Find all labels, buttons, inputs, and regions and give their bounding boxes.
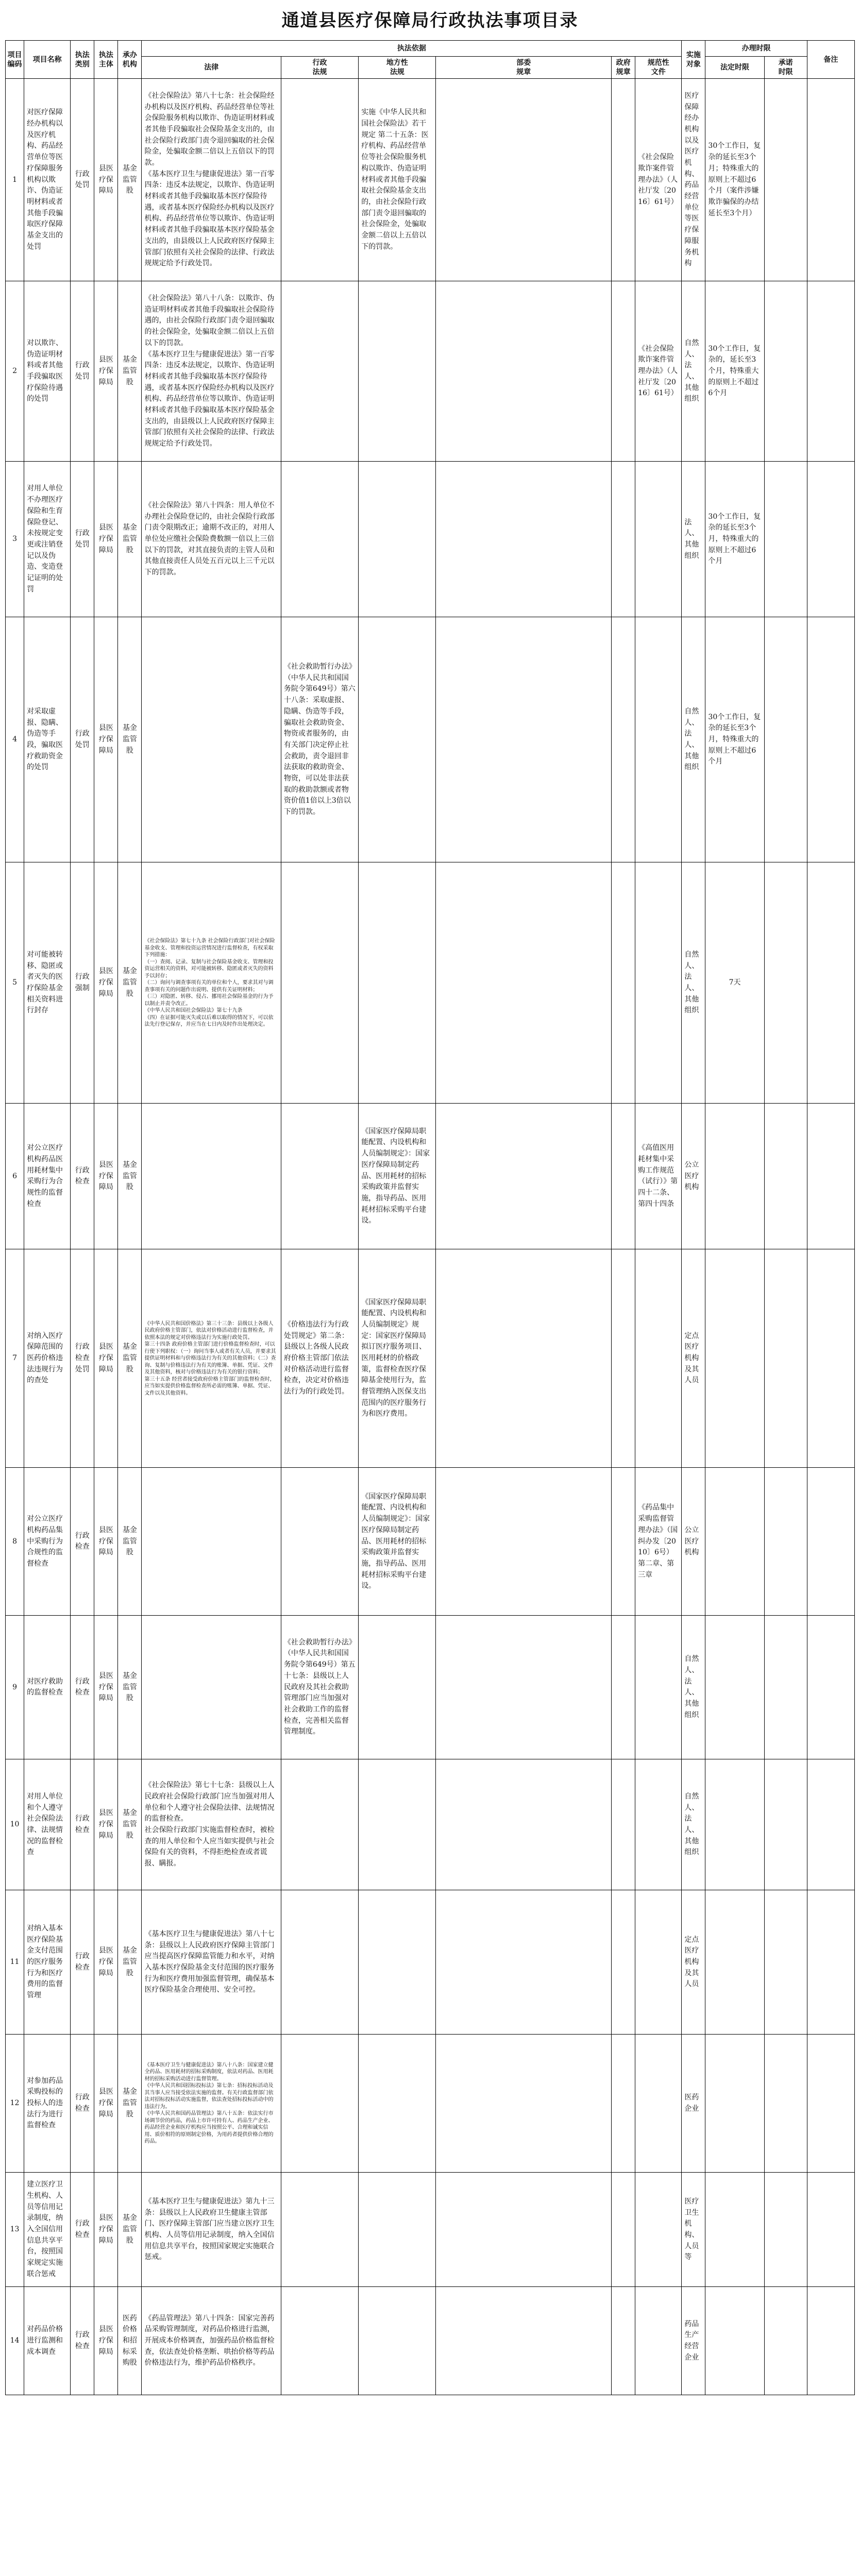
cell-local-reg xyxy=(359,862,436,1104)
cell-name: 对采取虚报、隐瞒、伪造等手段，骗取医疗救助资金的处罚 xyxy=(24,617,71,862)
table-row xyxy=(6,281,855,462)
cell-unit: 基金 监管 股 xyxy=(118,1104,142,1249)
header-basis-group: 执法依据 xyxy=(142,41,682,57)
cell-target: 自然人、法人、其他组织 xyxy=(682,1616,705,1759)
cell-target: 自然人、法人、其他组织 xyxy=(682,1759,705,1890)
cell-type: 行政 检查 xyxy=(71,2035,94,2173)
cell-target: 法人、其他组织 xyxy=(682,462,705,617)
header-local-reg: 地方性 法规 xyxy=(359,57,436,79)
cell-promise-time xyxy=(764,2287,807,2395)
cell-gov-rule xyxy=(612,1890,635,2035)
cell-subject: 县医 疗保 障局 xyxy=(94,1468,118,1616)
header-admin-reg: 行政 法规 xyxy=(281,57,358,79)
cell-gov-rule xyxy=(612,2173,635,2287)
cell-remark xyxy=(807,862,854,1104)
cell-no: 2 xyxy=(6,281,24,462)
table-row xyxy=(6,1468,855,1616)
cell-subject: 县医 疗保 障局 xyxy=(94,1616,118,1759)
header-legal-time: 法定时限 xyxy=(705,57,764,79)
cell-name: 对公立医疗机构药品集中采购行为合规性的监督检查 xyxy=(24,1468,71,1616)
enforcement-items-table xyxy=(5,40,855,2395)
cell-type: 行政 检查 处罚 xyxy=(71,1249,94,1468)
cell-admin-reg: 《价格违法行为行政处罚规定》第二条：县级以上各级人民政府价格主管部门依法对价格活动进行监督检查，决定对价格违法行为的行政处罚。 xyxy=(281,1249,358,1468)
cell-admin-reg xyxy=(281,2287,358,2395)
cell-norm-doc xyxy=(635,1759,682,1890)
cell-legal-time xyxy=(705,2287,764,2395)
cell-name: 对可能被转移、隐匿或者灭失的医疗保险基金相关资料进行封存 xyxy=(24,862,71,1104)
cell-local-reg xyxy=(359,1616,436,1759)
cell-name: 对医疗救助的监督检查 xyxy=(24,1616,71,1759)
cell-legal-time xyxy=(705,1249,764,1468)
cell-name: 建立医疗卫生机构、人员等信用记录制度，纳入全国信用信息共享平台，按照国家规定实施联合惩戒 xyxy=(24,2173,71,2287)
header-time-group: 办理时限 xyxy=(705,41,807,57)
table-row xyxy=(6,1759,855,1890)
cell-remark xyxy=(807,462,854,617)
cell-subject: 县医 疗保 障局 xyxy=(94,862,118,1104)
table-row xyxy=(6,1616,855,1759)
cell-norm-doc xyxy=(635,617,682,862)
cell-unit: 基金 监管 股 xyxy=(118,1616,142,1759)
cell-dept-rule xyxy=(436,1468,612,1616)
cell-law: 《社会保险法》第八十四条：用人单位不办理社会保险登记的，由社会保险行政部门责令限期改正；逾期不改正的，对用人单位处应缴社会保险费数额一倍以上三倍以下的罚款，对其直接负责的主管人员和其他直接责任人员处五百元以上三千元以下的罚款。 xyxy=(142,462,281,617)
cell-admin-reg xyxy=(281,2035,358,2173)
cell-law xyxy=(142,1616,281,1759)
cell-local-reg xyxy=(359,281,436,462)
cell-name: 对纳入基本医疗保险基金支付范围的医疗服务行为和医疗费用的监督管理 xyxy=(24,1890,71,2035)
cell-no: 9 xyxy=(6,1616,24,1759)
cell-promise-time xyxy=(764,1890,807,2035)
cell-type: 行政 检查 xyxy=(71,1104,94,1249)
cell-admin-reg xyxy=(281,1104,358,1249)
cell-law xyxy=(142,617,281,862)
cell-name: 对用人单位和个人遵守社会保险法律、法规情况的监督检查 xyxy=(24,1759,71,1890)
cell-type: 行政 检查 xyxy=(71,2173,94,2287)
cell-gov-rule xyxy=(612,2287,635,2395)
cell-unit: 基金 监管 股 xyxy=(118,2173,142,2287)
cell-target: 医疗保障经办机构以及医疗机构、药品经营单位等医疗保障服务机构 xyxy=(682,79,705,281)
cell-target: 自然人、法人、其他组织 xyxy=(682,617,705,862)
header-subject: 执法 主体 xyxy=(94,41,118,79)
cell-legal-time: 7天 xyxy=(705,862,764,1104)
cell-subject: 县医 疗保 障局 xyxy=(94,617,118,862)
cell-unit: 基金 监管 股 xyxy=(118,1759,142,1890)
cell-dept-rule xyxy=(436,2287,612,2395)
cell-remark xyxy=(807,1890,854,2035)
cell-law: 《社会保险法》第八十八条：以欺诈、伪造证明材料或者其他手段骗取社会保险待遇的，由社会保险行政部门责令退回骗取的社会保险金，处骗取金额二倍以上五倍以下的罚款。 《基本医疗卫生与健康促进法》第一百零四条：违反本法规定，以欺诈、伪造证明材料或者其他手段骗取基本医疗保险待遇，或者基本医疗保险经办机构以及医疗机构、药品经营单位等以欺诈、伪造证明材料或者其他手段骗取基本医疗保险基金支出的，由县级以上人民政府医疗保障主管部门依照有关社会保险的法律、行政法规规定给予行政处罚。 xyxy=(142,281,281,462)
cell-subject: 县医 疗保 障局 xyxy=(94,462,118,617)
cell-local-reg xyxy=(359,1890,436,2035)
cell-admin-reg xyxy=(281,1890,358,2035)
cell-remark xyxy=(807,281,854,462)
cell-admin-reg: 《社会救助暂行办法》（中华人民共和国国务院令第649号）第五十七条：县级以上人民政府及其社会救助管理部门应当加强对社会救助工作的监督检查，完善相关监督管理制度。 xyxy=(281,1616,358,1759)
cell-dept-rule xyxy=(436,2173,612,2287)
cell-promise-time xyxy=(764,79,807,281)
cell-target: 定点医疗机构及其人员 xyxy=(682,1890,705,2035)
cell-law: 《基本医疗卫生与健康促进法》第九十三条：县级以上人民政府卫生健康主管部门、医疗保障主管部门应当建立医疗卫生机构、人员等信用记录制度，纳入全国信用信息共享平台，按照国家规定实施联合惩戒。 xyxy=(142,2173,281,2287)
cell-type: 行政 检查 xyxy=(71,1616,94,1759)
cell-norm-doc xyxy=(635,462,682,617)
cell-local-reg xyxy=(359,462,436,617)
cell-legal-time xyxy=(705,2173,764,2287)
cell-target: 自然人、法人、其他组织 xyxy=(682,862,705,1104)
cell-remark xyxy=(807,79,854,281)
cell-subject: 县医 疗保 障局 xyxy=(94,1759,118,1890)
table-row xyxy=(6,462,855,617)
cell-admin-reg xyxy=(281,1759,358,1890)
cell-subject: 县医 疗保 障局 xyxy=(94,1890,118,2035)
cell-dept-rule xyxy=(436,281,612,462)
cell-law: 《社会保险法》第八十七条：社会保险经办机构以及医疗机构、药品经营单位等社会保险服务机构以欺诈、伪造证明材料或者其他手段骗取社会保险基金支出的，由社会保险行政部门责令退回骗取的社会保险金，处骗取金额二倍以上五倍以下的罚款。 《基本医疗卫生与健康促进法》第一百零四条：违反本法规定，以欺诈、伪造证明材料或者其他手段骗取基本医疗保险待遇，或者基本医疗保险经办机构以及医疗机构、药品经营单位等以欺诈、伪造证明材料或者其他手段骗取基本医疗保险基金支出的，由县级以上人民政府医疗保障主管部门依照有关社会保险的法律、行政法规规定给予行政处罚。 xyxy=(142,79,281,281)
cell-norm-doc: 《社会保险欺诈案件管理办法》（人社厅发〔2016〕61号） xyxy=(635,79,682,281)
cell-promise-time xyxy=(764,1249,807,1468)
cell-local-reg xyxy=(359,1759,436,1890)
cell-local-reg xyxy=(359,2173,436,2287)
cell-type: 行政 处罚 xyxy=(71,462,94,617)
cell-promise-time xyxy=(764,462,807,617)
header-no: 项目 编码 xyxy=(6,41,24,79)
cell-dept-rule xyxy=(436,1104,612,1249)
cell-promise-time xyxy=(764,2035,807,2173)
cell-local-reg: 《国家医疗保障局职能配置、内设机构和人员编制规定》：国家医疗保障局制定药品、医用耗材的招标采购政策并监督实施，指导药品、医用耗材招标采购平台建设。 xyxy=(359,1468,436,1616)
cell-local-reg: 实施《中华人民共和国社会保险法》若干规定 第二十五条：医疗机构、药品经营单位等社会保险服务机构以欺诈、伪造证明材料或者其他手段骗取社会保险基金支出的，由社会保险行政部门责令退回骗取的社会保险金，处骗取金额二倍以上五倍以下的罚款。 xyxy=(359,79,436,281)
cell-no: 12 xyxy=(6,2035,24,2173)
cell-admin-reg xyxy=(281,281,358,462)
cell-no: 4 xyxy=(6,617,24,862)
header-name: 项目名称 xyxy=(24,41,71,79)
header-promise-time: 承诺 时限 xyxy=(764,57,807,79)
table-row xyxy=(6,1249,855,1468)
cell-gov-rule xyxy=(612,2035,635,2173)
cell-unit: 基金 监管 股 xyxy=(118,79,142,281)
cell-subject: 县医 疗保 障局 xyxy=(94,1104,118,1249)
table-row xyxy=(6,79,855,281)
cell-admin-reg xyxy=(281,79,358,281)
cell-law xyxy=(142,1104,281,1249)
header-unit: 承办 机构 xyxy=(118,41,142,79)
cell-legal-time: 30个工作日，复杂的延长至3个月；特殊重大的原则上不超过6个月（案件涉嫌欺诈骗保的办结延长至3个月） xyxy=(705,79,764,281)
cell-no: 8 xyxy=(6,1468,24,1616)
cell-no: 6 xyxy=(6,1104,24,1249)
cell-unit: 医药价格和招标采购股 xyxy=(118,2287,142,2395)
cell-gov-rule xyxy=(612,1249,635,1468)
cell-norm-doc xyxy=(635,2035,682,2173)
cell-type: 行政 检查 xyxy=(71,1759,94,1890)
cell-gov-rule xyxy=(612,1616,635,1759)
cell-unit: 基金 监管 股 xyxy=(118,462,142,617)
cell-dept-rule xyxy=(436,79,612,281)
cell-remark xyxy=(807,617,854,862)
cell-norm-doc xyxy=(635,2173,682,2287)
cell-local-reg: 《国家医疗保障局职能配置、内设机构和人员编制规定》规定：国家医疗保障局拟订医疗服务项目、医用耗材的价格政策，监督检查医疗保障基金使用行为，监督管理纳入医保支出范围内的医疗服务行为和医疗费用。 xyxy=(359,1249,436,1468)
cell-norm-doc: 《高值医用耗材集中采购工作规范（试行）》第四十二条、第四十四条 xyxy=(635,1104,682,1249)
cell-legal-time xyxy=(705,1616,764,1759)
cell-name: 对医疗保障经办机构以及医疗机构、药品经营单位等医疗保障服务机构以欺诈、伪造证明材料或者其他手段骗取医疗保障基金支出的处罚 xyxy=(24,79,71,281)
cell-type: 行政 处罚 xyxy=(71,79,94,281)
table-row xyxy=(6,1104,855,1249)
table-body xyxy=(6,79,855,2395)
table-row xyxy=(6,2035,855,2173)
table-row xyxy=(6,617,855,862)
cell-legal-time xyxy=(705,2035,764,2173)
cell-type: 行政 强制 xyxy=(71,862,94,1104)
table-row xyxy=(6,862,855,1104)
cell-local-reg: 《国家医疗保障局职能配置、内设机构和人员编制规定》：国家医疗保障局制定药品、医用耗材的招标采购政策并监督实施，指导药品、医用耗材招标采购平台建设。 xyxy=(359,1104,436,1249)
header-dept-rule: 部委 规章 xyxy=(436,57,612,79)
table-row xyxy=(6,2173,855,2287)
cell-dept-rule xyxy=(436,617,612,862)
cell-admin-reg: 《社会救助暂行办法》（中华人民共和国国务院令第649号）第六十八条：采取虚报、隐瞒、伪造等手段，骗取社会救助资金、物资或者服务的，由有关部门决定停止社会救助，责令退回非法获取的救助资金、物资，可以处非法获取的救助款额或者物资价值1倍以上3倍以下的罚款。 xyxy=(281,617,358,862)
cell-norm-doc xyxy=(635,862,682,1104)
cell-law: 《基本医疗卫生与健康促进法》第八十七条：县级以上人民政府医疗保障主管部门应当提高医疗保障监管能力和水平，对纳入基本医疗保险基金支付范围的医疗服务行为和医疗费用加强监督管理，确保基本医疗保险基金合理使用、安全可控。 xyxy=(142,1890,281,2035)
cell-legal-time: 30个工作日，复杂的延长至3个月，特殊重大的原则上不超过6个月 xyxy=(705,462,764,617)
cell-promise-time xyxy=(764,617,807,862)
cell-unit: 基金 监管 股 xyxy=(118,617,142,862)
cell-dept-rule xyxy=(436,1890,612,2035)
header-gov-rule: 政府 规章 xyxy=(612,57,635,79)
cell-no: 7 xyxy=(6,1249,24,1468)
cell-target: 医药企业 xyxy=(682,2035,705,2173)
cell-subject: 县医 疗保 障局 xyxy=(94,1249,118,1468)
cell-unit: 基金 监管 股 xyxy=(118,1890,142,2035)
cell-subject: 县医 疗保 障局 xyxy=(94,281,118,462)
cell-target: 医疗卫生机构、人员等 xyxy=(682,2173,705,2287)
cell-dept-rule xyxy=(436,1249,612,1468)
cell-norm-doc xyxy=(635,1616,682,1759)
cell-unit: 基金 监管 股 xyxy=(118,2035,142,2173)
cell-dept-rule xyxy=(436,862,612,1104)
page-title: 通道县医疗保障局行政执法事项目录 xyxy=(281,10,579,31)
cell-law: 《社会保险法》第七十七条：县级以上人民政府社会保险行政部门应当加强对用人单位和个人遵守社会保险法律、法规情况的监督检查。 社会保险行政部门实施监督检查时，被检查的用人单位和个人应当如实提供与社会保险有关的资料，不得拒绝检查或者谎报、瞒报。 xyxy=(142,1759,281,1890)
cell-dept-rule xyxy=(436,2035,612,2173)
cell-gov-rule xyxy=(612,862,635,1104)
cell-subject: 县医 疗保 障局 xyxy=(94,2035,118,2173)
cell-remark xyxy=(807,2173,854,2287)
cell-gov-rule xyxy=(612,79,635,281)
cell-unit: 基金 监管 股 xyxy=(118,281,142,462)
table-row xyxy=(6,2287,855,2395)
cell-legal-time: 30个工作日，复杂的延长至3个月，特殊重大的原则上不超过6个月 xyxy=(705,617,764,862)
cell-dept-rule xyxy=(436,1616,612,1759)
cell-local-reg xyxy=(359,2035,436,2173)
cell-norm-doc xyxy=(635,2287,682,2395)
cell-gov-rule xyxy=(612,1759,635,1890)
cell-promise-time xyxy=(764,1468,807,1616)
cell-gov-rule xyxy=(612,281,635,462)
cell-remark xyxy=(807,1249,854,1468)
cell-legal-time xyxy=(705,1468,764,1616)
cell-remark xyxy=(807,2035,854,2173)
cell-law: 《基本医疗卫生与健康促进法》第八十八条：国家建立健全药品、医用耗材的招标采购制度，依法对药品、医用耗材的招标采购活动进行监督管理。 《中华人民共和国招标投标法》第七条：招标投标活动及其当事人应当接受依法实施的监督。有关行政监督部门依法对招标投标活动实施监督，依法查处招标投标活动中的违法行为。 《中华人民共和国药品管理法》第八十五条：依法实行市场调节价的药品，药品上市许可持有人、药品生产企业、药品经营企业和医疗机构应当按照公平、合理和诚实信用、质价相符的原则制定价格，为用药者提供价格合理的药品。 xyxy=(142,2035,281,2173)
cell-target: 公立医疗机构 xyxy=(682,1468,705,1616)
cell-promise-time xyxy=(764,862,807,1104)
header-type: 执法 类别 xyxy=(71,41,94,79)
cell-law: 《社会保险法》第七十九条 社会保险行政部门对社会保险基金收支、管理和投资运营情况进行监督检查，有权采取下列措施： （一）查阅、记录、复制与社会保险基金收支、管理和投资运营相关的资料，对可能被转移、隐匿或者灭失的资料予以封存； （二）询问与调查事项有关的单位和个人，要求其对与调查事项有关的问题作出说明、提供有关证明材料； （三）对隐匿、转移、侵占、挪用社会保险基金的行为予以制止并责令改正。 《中华人民共和国社会保险法》第七十九条 （四）在证据可能灭失或以后难以取得的情况下，可以依法先行登记保存，并应当在七日内及时作出处理决定。 xyxy=(142,862,281,1104)
cell-norm-doc: 《社会保险欺诈案件管理办法》（人社厅发〔2016〕61号） xyxy=(635,281,682,462)
cell-name: 对用人单位不办理医疗保险和生育保险登记、未按规定变更或注销登记以及伪造、变造登记证明的处罚 xyxy=(24,462,71,617)
cell-gov-rule xyxy=(612,462,635,617)
cell-norm-doc: 《药品集中采购监督管理办法》（国纠办发〔2010〕6号）第二章、第三章 xyxy=(635,1468,682,1616)
cell-no: 14 xyxy=(6,2287,24,2395)
cell-remark xyxy=(807,1104,854,1249)
cell-norm-doc xyxy=(635,1249,682,1468)
cell-legal-time xyxy=(705,1890,764,2035)
cell-promise-time xyxy=(764,1616,807,1759)
cell-type: 行政 处罚 xyxy=(71,617,94,862)
cell-name: 对公立医疗机构药品医用耗材集中采购行为合规性的监督检查 xyxy=(24,1104,71,1249)
cell-remark xyxy=(807,2287,854,2395)
cell-local-reg xyxy=(359,617,436,862)
cell-admin-reg xyxy=(281,462,358,617)
cell-subject: 县医 疗保 障局 xyxy=(94,2287,118,2395)
header-target: 实施 对象 xyxy=(682,41,705,79)
cell-no: 3 xyxy=(6,462,24,617)
cell-gov-rule xyxy=(612,1468,635,1616)
cell-dept-rule xyxy=(436,1759,612,1890)
cell-no: 11 xyxy=(6,1890,24,2035)
cell-remark xyxy=(807,1468,854,1616)
cell-subject: 县医 疗保 障局 xyxy=(94,79,118,281)
cell-legal-time xyxy=(705,1759,764,1890)
cell-promise-time xyxy=(764,1104,807,1249)
cell-law xyxy=(142,1468,281,1616)
cell-norm-doc xyxy=(635,1890,682,2035)
cell-remark xyxy=(807,1616,854,1759)
cell-promise-time xyxy=(764,2173,807,2287)
cell-law: 《中华人民共和国价格法》第三十三条：县级以上各级人民政府价格主管部门，依法对价格活动进行监督检查，并依照本法的规定对价格违法行为实施行政处罚。 第三十四条 政府价格主管部门进行价格监督检查时，可以行使下列职权：（一）询问当事人或者有关人员，并要求其提供证明材料和与价格违法行为有关的其他资料；（二）查询、复制与价格违法行为有关的账簿、单据、凭证、文件及其他资料，核对与价格违法行为有关的银行资料； 第三十五条 经营者接受政府价格主管部门的监督检查时，应当如实提供价格监督检查所必需的账簿、单据、凭证、文件以及其他资料。 xyxy=(142,1249,281,1468)
cell-no: 1 xyxy=(6,79,24,281)
cell-unit: 基金 监管 股 xyxy=(118,1249,142,1468)
cell-remark xyxy=(807,1759,854,1890)
cell-gov-rule xyxy=(612,617,635,862)
cell-name: 对参加药品采购投标的投标人的违法行为进行监督检查 xyxy=(24,2035,71,2173)
cell-type: 行政 检查 xyxy=(71,1890,94,2035)
header-norm-doc: 规范性 文件 xyxy=(635,57,682,79)
cell-target: 药品生产经营企业 xyxy=(682,2287,705,2395)
cell-target: 自然人、法人、其他组织 xyxy=(682,281,705,462)
cell-gov-rule xyxy=(612,1104,635,1249)
cell-unit: 基金 监管 股 xyxy=(118,1468,142,1616)
cell-name: 对以欺诈、伪造证明材料或者其他手段骗取医疗保险待遇的处罚 xyxy=(24,281,71,462)
cell-admin-reg xyxy=(281,862,358,1104)
cell-promise-time xyxy=(764,1759,807,1890)
cell-no: 10 xyxy=(6,1759,24,1890)
cell-admin-reg xyxy=(281,1468,358,1616)
header-remark: 备注 xyxy=(807,41,854,79)
cell-local-reg xyxy=(359,2287,436,2395)
header-law: 法律 xyxy=(142,57,281,79)
cell-type: 行政 检查 xyxy=(71,2287,94,2395)
cell-type: 行政 处罚 xyxy=(71,281,94,462)
cell-admin-reg xyxy=(281,2173,358,2287)
cell-target: 公立医疗机构 xyxy=(682,1104,705,1249)
cell-promise-time xyxy=(764,281,807,462)
cell-no: 5 xyxy=(6,862,24,1104)
table-row xyxy=(6,1890,855,2035)
cell-target: 定点医疗机构及其人员 xyxy=(682,1249,705,1468)
cell-legal-time xyxy=(705,1104,764,1249)
cell-subject: 县医 疗保 障局 xyxy=(94,2173,118,2287)
cell-name: 对药品价格进行监测和成本调查 xyxy=(24,2287,71,2395)
cell-unit: 基金 监管 股 xyxy=(118,862,142,1104)
cell-no: 13 xyxy=(6,2173,24,2287)
cell-law: 《药品管理法》第八十四条：国家完善药品采购管理制度，对药品价格进行监测，开展成本价格调查，加强药品价格监督检查，依法查处价格垄断、哄抬价格等药品价格违法行为，维护药品价格秩序。 xyxy=(142,2287,281,2395)
cell-name: 对纳入医疗保障范围的医药价格违法违规行为的查处 xyxy=(24,1249,71,1468)
cell-type: 行政 检查 xyxy=(71,1468,94,1616)
cell-legal-time: 30个工作日，复杂的，延长至3个月，特殊重大的原则上不超过6个月 xyxy=(705,281,764,462)
cell-dept-rule xyxy=(436,462,612,617)
